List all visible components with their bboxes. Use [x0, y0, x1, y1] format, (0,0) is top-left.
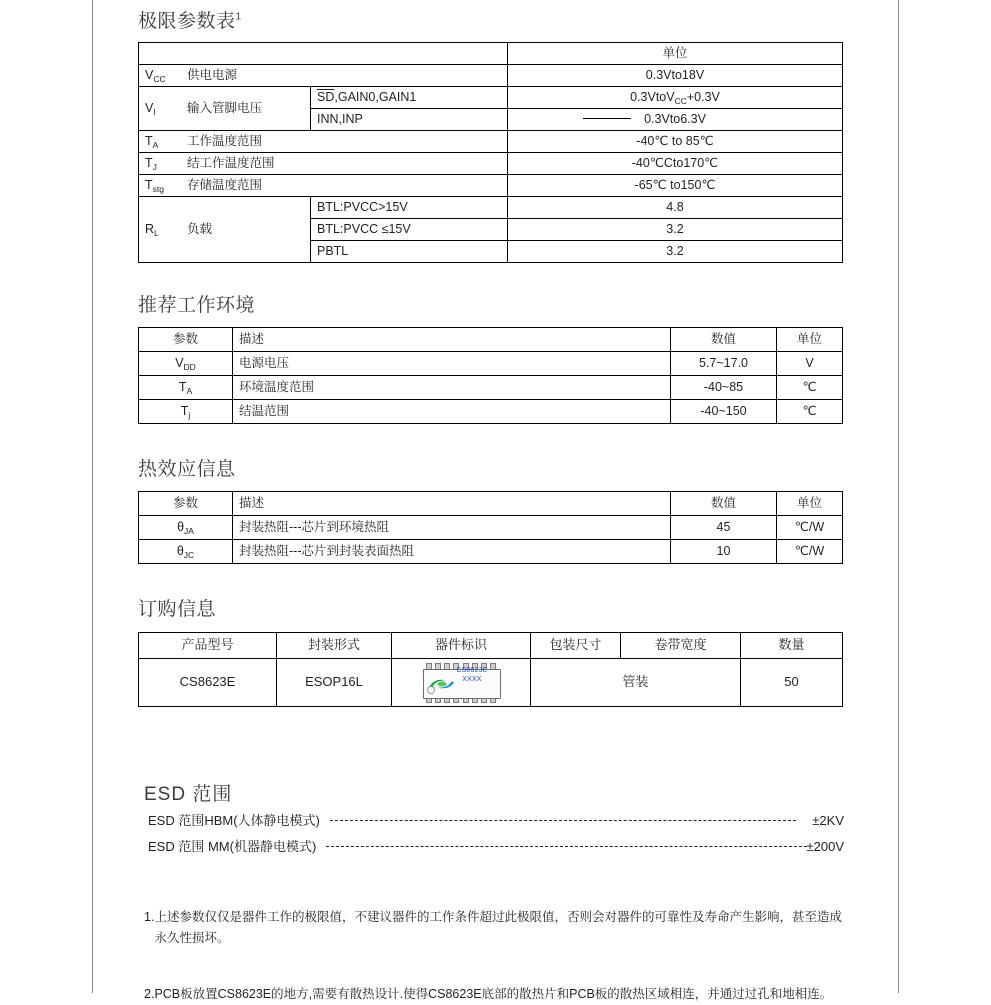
chip-marking-text — [450, 666, 494, 684]
ordering-table — [138, 632, 843, 707]
page-margin-rule-left — [92, 0, 93, 993]
esd-mm-label: ESD 范围 MM(机器静电模式) — [148, 839, 317, 854]
table-header-row — [139, 492, 843, 516]
table-row — [139, 540, 843, 564]
esd-mm-leader — [326, 846, 806, 847]
abs-max-condition: INN,INP — [311, 109, 508, 131]
esd-mm-value: ±200V — [806, 839, 844, 854]
abs-max-header-unit: 单位 — [508, 43, 843, 65]
ordering-package: ESOP16L — [277, 659, 392, 707]
thermal-header-unit: 单位 — [777, 492, 843, 516]
document-content — [138, 0, 844, 1005]
thermal-header-param: 参数 — [139, 492, 233, 516]
table-header-row — [139, 328, 843, 352]
ordering-header-package: 封装形式 — [277, 633, 392, 659]
recommended-unit: ℃ — [777, 376, 843, 400]
abs-max-cell-symbol-desc — [139, 65, 508, 87]
esd-section — [138, 779, 844, 855]
esd-row-mm — [148, 836, 844, 855]
stray-overline-artifact — [583, 118, 631, 119]
ordering-header-marking: 器件标识 — [392, 633, 531, 659]
table-row — [139, 376, 843, 400]
thermal-value: 45 — [671, 516, 777, 540]
recommended-param: $T_A$ — [139, 376, 233, 400]
ordering-header-packing-size: 包装尺寸 — [531, 633, 621, 659]
abs-max-desc: 结工作温度范围 — [187, 156, 275, 171]
footnote-2 — [144, 984, 844, 1005]
footnote-2-number: 2. — [144, 987, 155, 1001]
thermal-table — [138, 491, 843, 564]
section-title-recommended: 推荐工作环境 — [138, 295, 256, 316]
abs-max-value: 0.3VtoV$_{CC}$+0.3V — [508, 87, 843, 109]
section-title-abs-max-footnote-marker: 1 — [235, 11, 242, 23]
abs-max-symbol: $V_I$ — [145, 101, 156, 118]
thermal-unit: ℃/W — [777, 540, 843, 564]
abs-max-value: 3.2 — [508, 219, 843, 241]
abs-max-symbol: $R_L$ — [145, 222, 159, 239]
recommended-desc: 环境温度范围 — [233, 376, 671, 400]
footnotes — [138, 907, 844, 1005]
page-margin-rule-right — [898, 0, 899, 993]
recommended-unit: ℃ — [777, 400, 843, 424]
table-row — [139, 43, 843, 65]
abs-max-table-wrapper — [138, 42, 844, 263]
abs-max-cell-symbol-desc — [139, 87, 311, 131]
recommended-param: $T_j$ — [139, 400, 233, 424]
table-row — [139, 153, 843, 175]
thermal-param: $\theta_{JC}$ — [139, 540, 233, 564]
ordering-header-part-number: 产品型号 — [139, 633, 277, 659]
recommended-value: -40~85 — [671, 376, 777, 400]
abs-max-desc: 输入管脚电压 — [187, 101, 263, 116]
abs-max-desc: 存储温度范围 — [187, 178, 263, 193]
recommended-header-unit: 单位 — [777, 328, 843, 352]
recommended-table — [138, 327, 843, 424]
table-row — [139, 659, 843, 707]
esd-hbm-leader — [330, 820, 796, 821]
abs-max-symbol: $V_{CC}$ — [145, 68, 166, 85]
esd-row-hbm — [148, 810, 844, 829]
chip-marking-line1: CS8623E — [456, 666, 488, 674]
table-header-row — [139, 633, 843, 659]
abs-max-symbol: $T_{stg}$ — [145, 178, 164, 195]
abs-max-condition: BTL:PVCC ≤15V — [311, 219, 508, 241]
footnote-1-number: 1. — [144, 910, 155, 924]
abs-max-desc: 供电电源 — [187, 68, 238, 83]
abs-max-value: 4.8 — [508, 197, 843, 219]
recommended-unit: V — [777, 352, 843, 376]
esd-hbm-value: ±2KV — [812, 813, 844, 828]
abs-max-value: -65℃ to150℃ — [508, 175, 843, 197]
thermal-desc: 封装热阻---芯片到环境热阻 — [233, 516, 671, 540]
esd-hbm-label: ESD 范围HBM(人体静电模式) — [148, 813, 320, 828]
abs-max-desc: 工作温度范围 — [187, 134, 263, 149]
abs-max-value: 3.2 — [508, 241, 843, 263]
thermal-desc: 封装热阻---芯片到封装表面热阻 — [233, 540, 671, 564]
ordering-part-number: CS8623E — [139, 659, 277, 707]
thermal-param: $\theta_{JA}$ — [139, 516, 233, 540]
table-row — [139, 400, 843, 424]
abs-max-condition: PBTL — [311, 241, 508, 263]
section-title-ordering: 订购信息 — [138, 599, 217, 620]
abs-max-table — [138, 42, 843, 263]
thermal-header-value: 数值 — [671, 492, 777, 516]
ordering-packing: 管装 — [531, 659, 741, 707]
abs-max-cell-symbol-desc — [139, 175, 508, 197]
abs-max-desc: 负载 — [187, 222, 213, 237]
chip-marking-line2: XXXX — [462, 675, 482, 683]
ordering-device-marking-cell — [392, 659, 531, 707]
table-row — [139, 352, 843, 376]
table-row — [139, 87, 843, 109]
section-title-esd: ESD 范围 — [144, 784, 233, 805]
section-title-abs-max-text: 极限参数表 — [138, 11, 236, 32]
abs-max-condition: $\overline{SD},GAIN0,GAIN1$ — [311, 87, 508, 109]
table-row — [139, 516, 843, 540]
thermal-unit: ℃/W — [777, 516, 843, 540]
abs-max-cell-symbol-desc — [139, 131, 508, 153]
ordering-quantity: 50 — [741, 659, 843, 707]
recommended-header-desc: 描述 — [233, 328, 671, 352]
thermal-header-desc: 描述 — [233, 492, 671, 516]
abs-max-condition: BTL:PVCC>15V — [311, 197, 508, 219]
footnote-2-text: PCB板放置CS8623E的地方,需要有散热设计.使得CS8623E底部的散热片和PCB板的散热区域相连，并通过过孔和地相连。 — [154, 987, 833, 1001]
ordering-header-quantity: 数量 — [741, 633, 843, 659]
chip-package-icon — [417, 663, 505, 703]
recommended-value: -40~150 — [671, 400, 777, 424]
table-row — [139, 65, 843, 87]
table-row — [139, 131, 843, 153]
abs-max-value: -40℃Cto170℃ — [508, 153, 843, 175]
table-row — [139, 197, 843, 219]
abs-max-symbol: $T_A$ — [145, 134, 159, 151]
footnote-1-text: 上述参数仅仅是器件工作的极限值，不建议器件的工作条件超过此极限值，否则会对器件的可靠性及寿命产生影响，甚至造成永久性损坏。 — [154, 910, 842, 945]
recommended-param: $V_{DD}$ — [139, 352, 233, 376]
abs-max-condition-overlined: $\overline{SD}$ — [317, 90, 335, 105]
recommended-desc: 电源电压 — [233, 352, 671, 376]
abs-max-cell-symbol-desc — [139, 197, 311, 263]
section-title-abs-max — [138, 6, 844, 33]
thermal-value: 10 — [671, 540, 777, 564]
abs-max-cell-symbol-desc — [139, 153, 508, 175]
recommended-value: 5.7~17.0 — [671, 352, 777, 376]
abs-max-value: 0.3Vto6.3V — [508, 109, 843, 131]
recommended-header-value: 数值 — [671, 328, 777, 352]
abs-max-value: -40℃ to 85℃ — [508, 131, 843, 153]
abs-max-symbol: $T_J$ — [145, 156, 157, 173]
abs-max-value: 0.3Vto18V — [508, 65, 843, 87]
recommended-header-param: 参数 — [139, 328, 233, 352]
section-title-thermal: 热效应信息 — [138, 459, 236, 480]
footnote-1 — [144, 907, 844, 949]
abs-max-header-blank — [139, 43, 508, 65]
ordering-header-reel-width: 卷带宽度 — [621, 633, 741, 659]
recommended-desc: 结温范围 — [233, 400, 671, 424]
table-row — [139, 175, 843, 197]
